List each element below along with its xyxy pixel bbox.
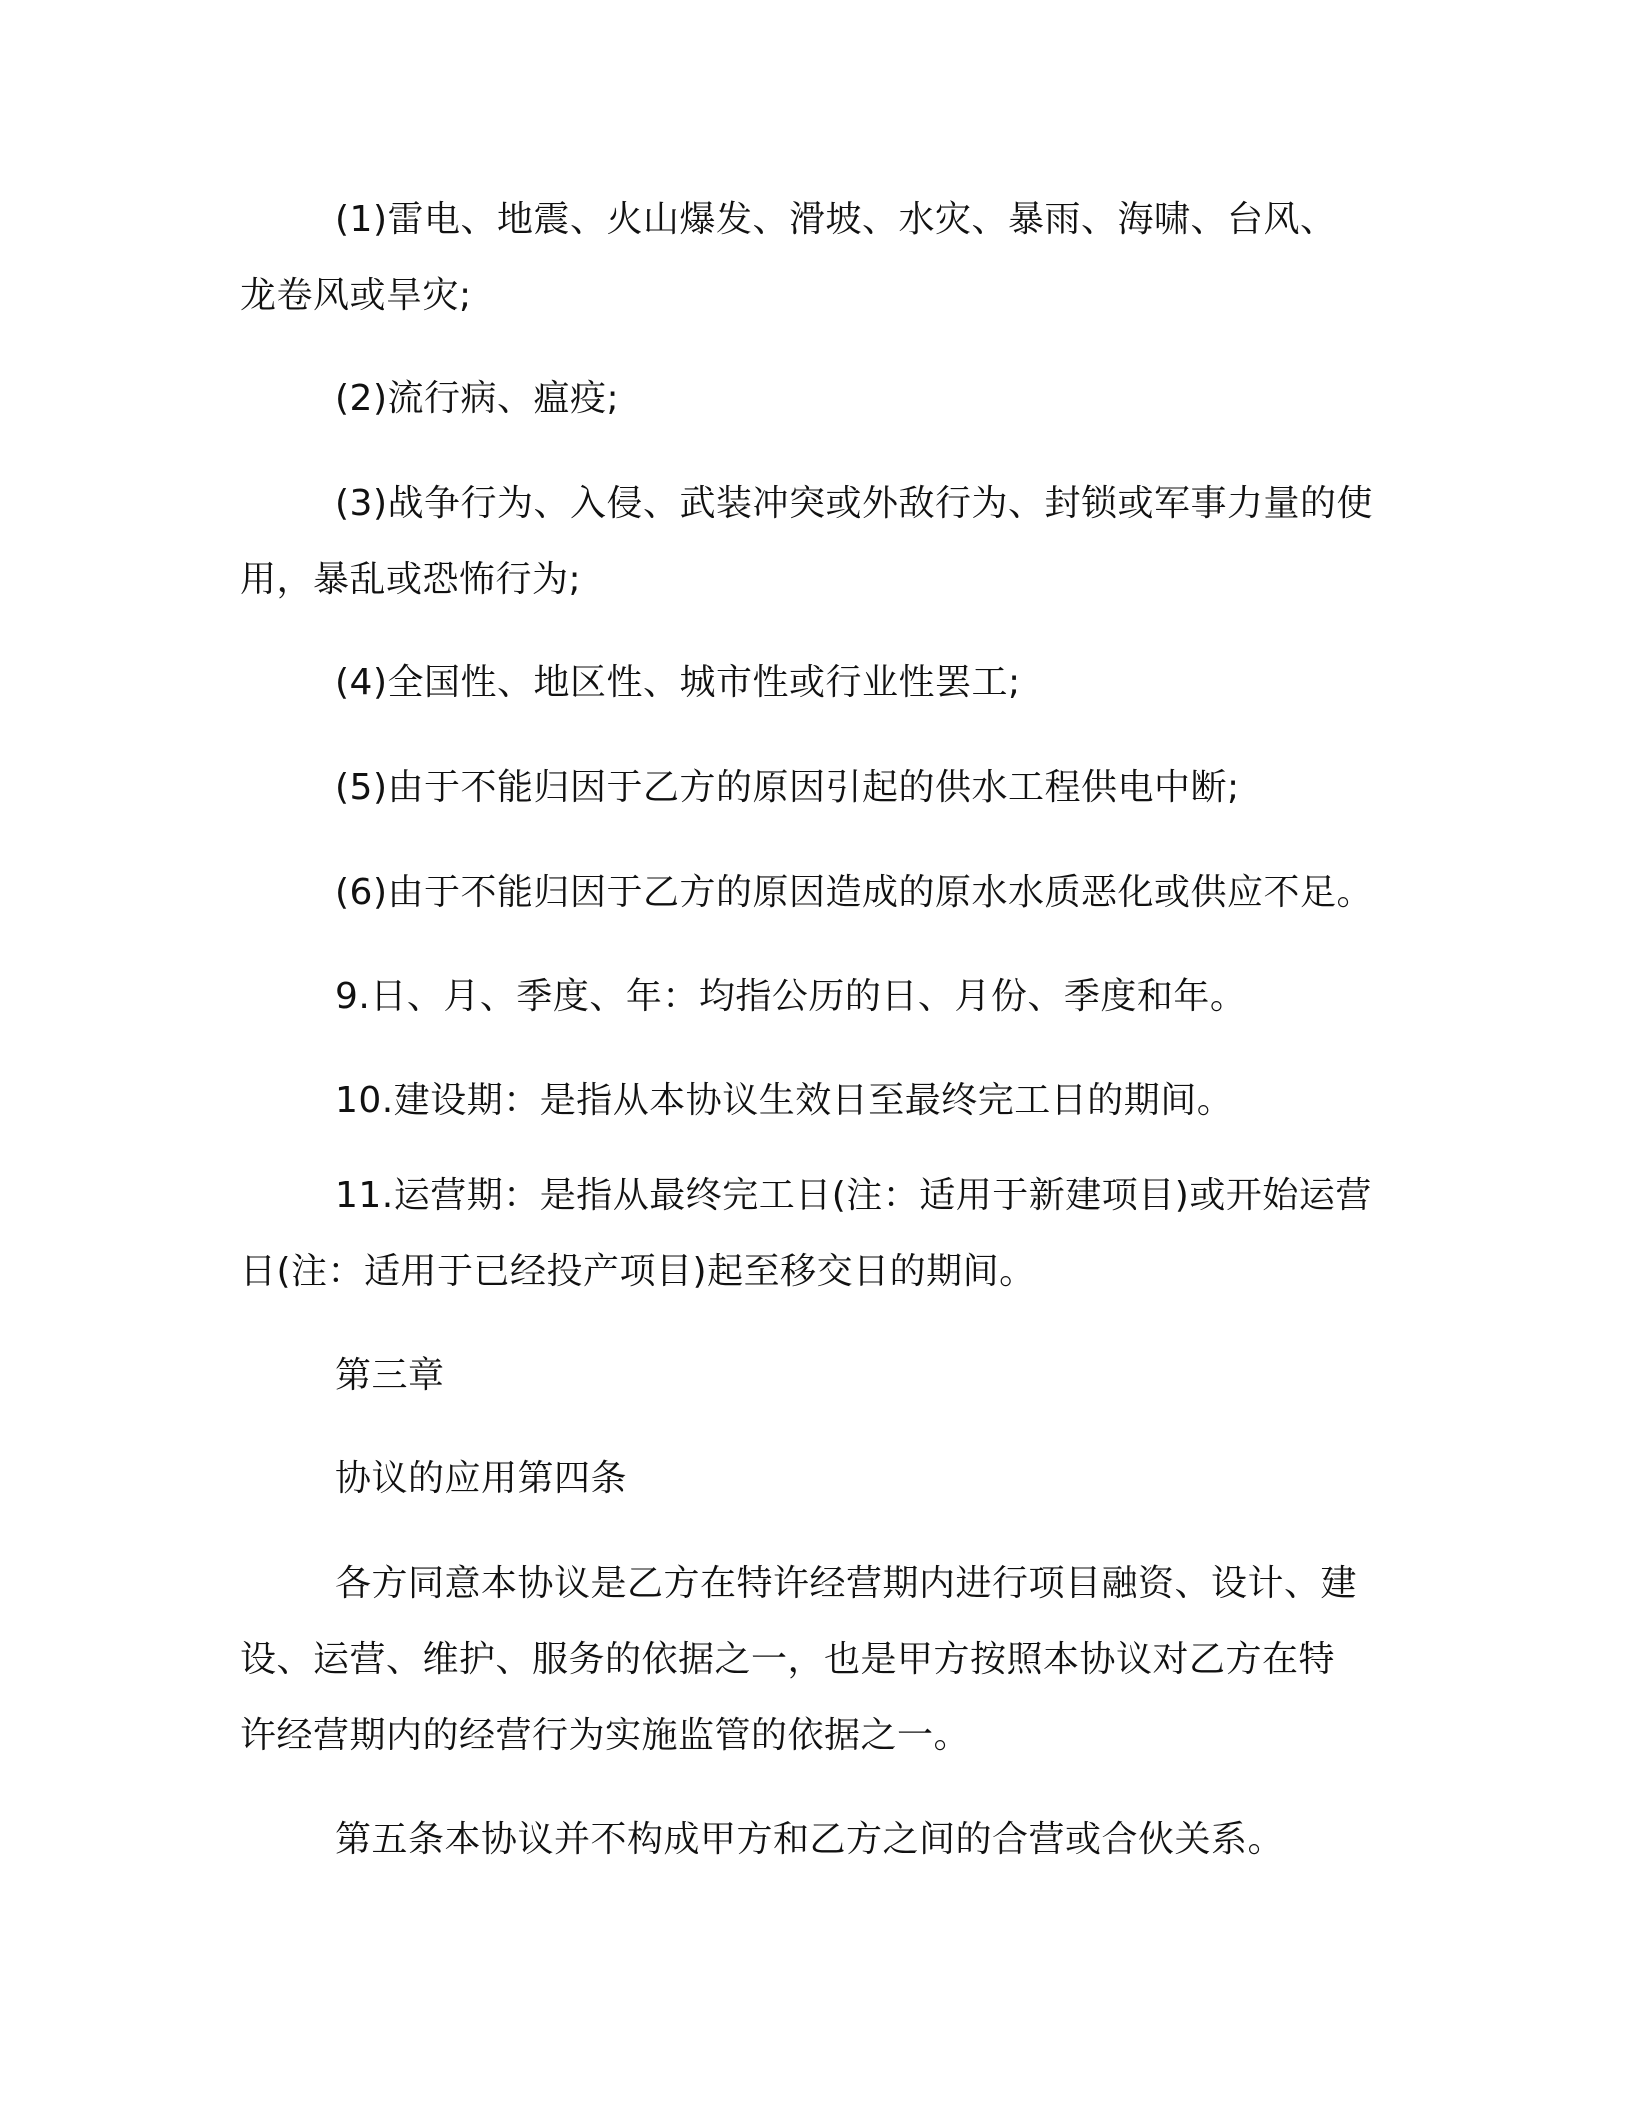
paragraph-line: 龙卷风或旱灾; [240,275,472,316]
paragraph-line: 协议的应用第四条 [335,1458,628,1499]
definition-11 [240,1158,1390,1310]
paragraph-line: 设、运营、维护、服务的依据之一，也是甲方按照本协议对乙方在特 [240,1639,1336,1680]
paragraph-line: 许经营期内的经营行为实施监管的依据之一。 [240,1715,971,1756]
article-5 [240,1802,1390,1878]
paragraph-line: (2)流行病、瘟疫; [335,378,620,419]
paragraph-line: (4)全国性、地区性、城市性或行业性罢工; [335,662,1021,703]
force-majeure-item-3 [240,466,1390,618]
paragraph-line: 9.日、月、季度、年：均指公历的日、月份、季度和年。 [335,976,1247,1017]
paragraph-line: 第三章 [335,1355,445,1396]
paragraph-line: (5)由于不能归因于乙方的原因引起的供水工程供电中断; [335,767,1240,808]
definition-9 [240,959,1390,1035]
paragraph-line: 第五条本协议并不构成甲方和乙方之间的合营或合伙关系。 [335,1819,1285,1860]
paragraph-line: (6)由于不能归因于乙方的原因造成的原水水质恶化或供应不足。 [335,872,1373,913]
paragraph-line: 10.建设期：是指从本协议生效日至最终完工日的期间。 [335,1080,1234,1121]
force-majeure-item-4 [240,645,1390,721]
force-majeure-item-2 [240,361,1390,437]
paragraph-line: 各方同意本协议是乙方在特许经营期内进行项目融资、设计、建 [335,1563,1358,1604]
paragraph-line: 11.运营期：是指从最终完工日(注：适用于新建项目)或开始运营 [335,1175,1372,1216]
chapter-heading [240,1338,1390,1414]
paragraph-line: (1)雷电、地震、火山爆发、滑坡、水灾、暴雨、海啸、台风、 [335,199,1337,240]
paragraph-line: 用，暴乱或恐怖行为; [240,559,582,600]
paragraph-line: (3)战争行为、入侵、武装冲突或外敌行为、封锁或军事力量的使 [335,483,1373,524]
force-majeure-item-5 [240,750,1390,826]
article-4-body [240,1546,1390,1774]
force-majeure-item-6 [240,855,1390,931]
paragraph-line: 日(注：适用于已经投产项目)起至移交日的期间。 [240,1251,1036,1292]
force-majeure-item-1 [240,182,1390,334]
article-4-heading [240,1441,1390,1517]
definition-10 [240,1063,1390,1139]
